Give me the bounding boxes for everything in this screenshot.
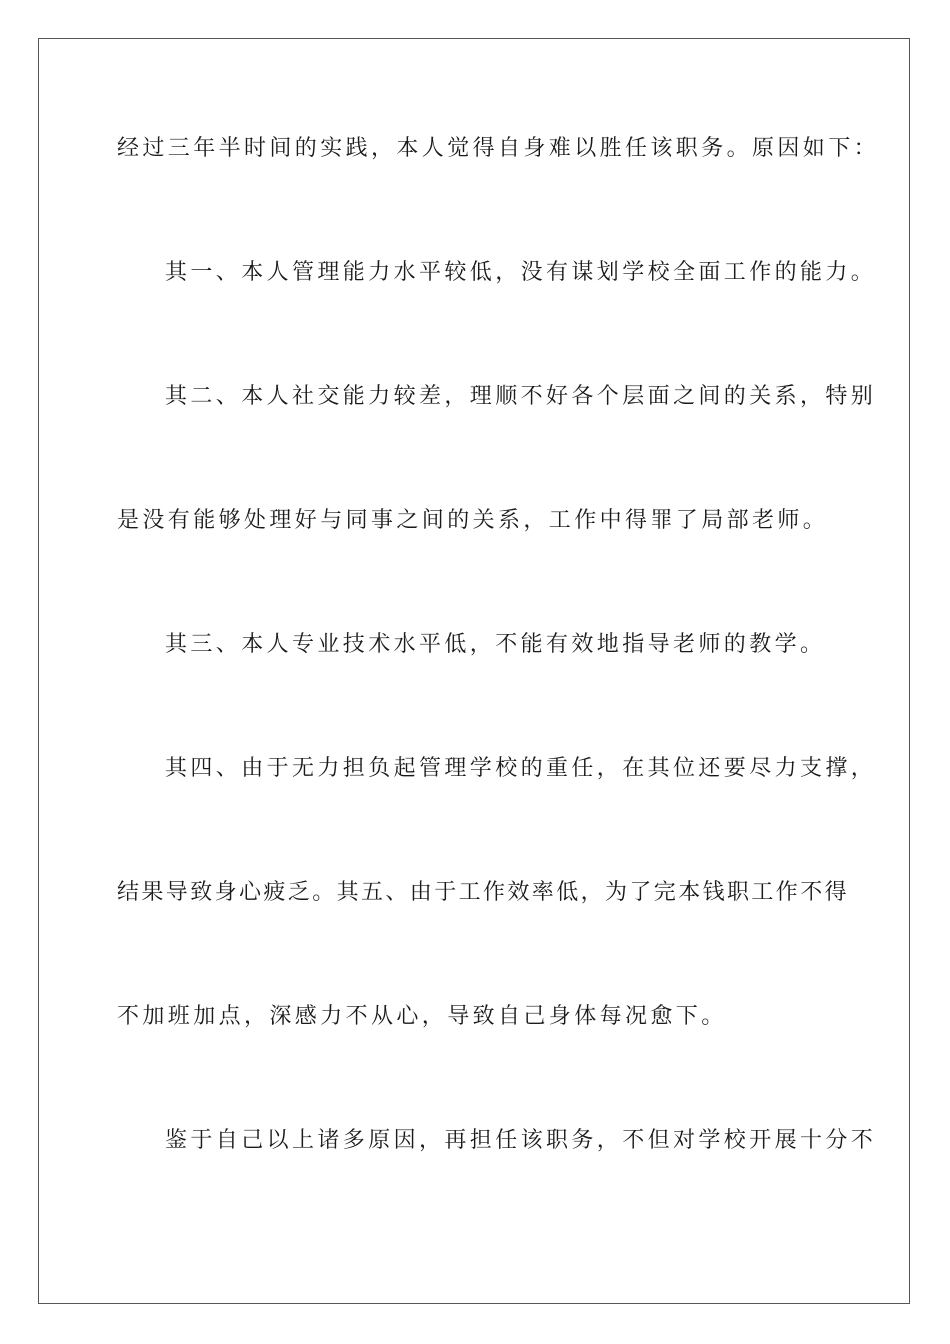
- paragraph-line-4: 是没有能够处理好与同事之间的关系，工作中得罪了局部老师。: [117, 508, 829, 533]
- paragraph-line-6: 其四、由于无力担负起管理学校的重任，在其位还要尽力支撑，: [165, 756, 877, 781]
- paragraph-line-2: 其一、本人管理能力水平较低，没有谋划学校全面工作的能力。: [165, 260, 877, 285]
- page-border: [38, 38, 910, 1304]
- paragraph-line-3: 其二、本人社交能力较差，理顺不好各个层面之间的关系，特别: [165, 384, 877, 409]
- paragraph-line-5: 其三、本人专业技术水平低，不能有效地指导老师的教学。: [165, 632, 826, 657]
- paragraph-line-1: 经过三年半时间的实践，本人觉得自身难以胜任该职务。原因如下：: [117, 136, 880, 161]
- paragraph-line-9: 鉴于自己以上诸多原因，再担任该职务，不但对学校开展十分不: [165, 1128, 877, 1153]
- paragraph-line-8: 不加班加点，深感力不从心，导致自己身体每况愈下。: [117, 1004, 727, 1029]
- paragraph-line-7: 结果导致身心疲乏。其五、由于工作效率低，为了完本钱职工作不得: [117, 880, 850, 905]
